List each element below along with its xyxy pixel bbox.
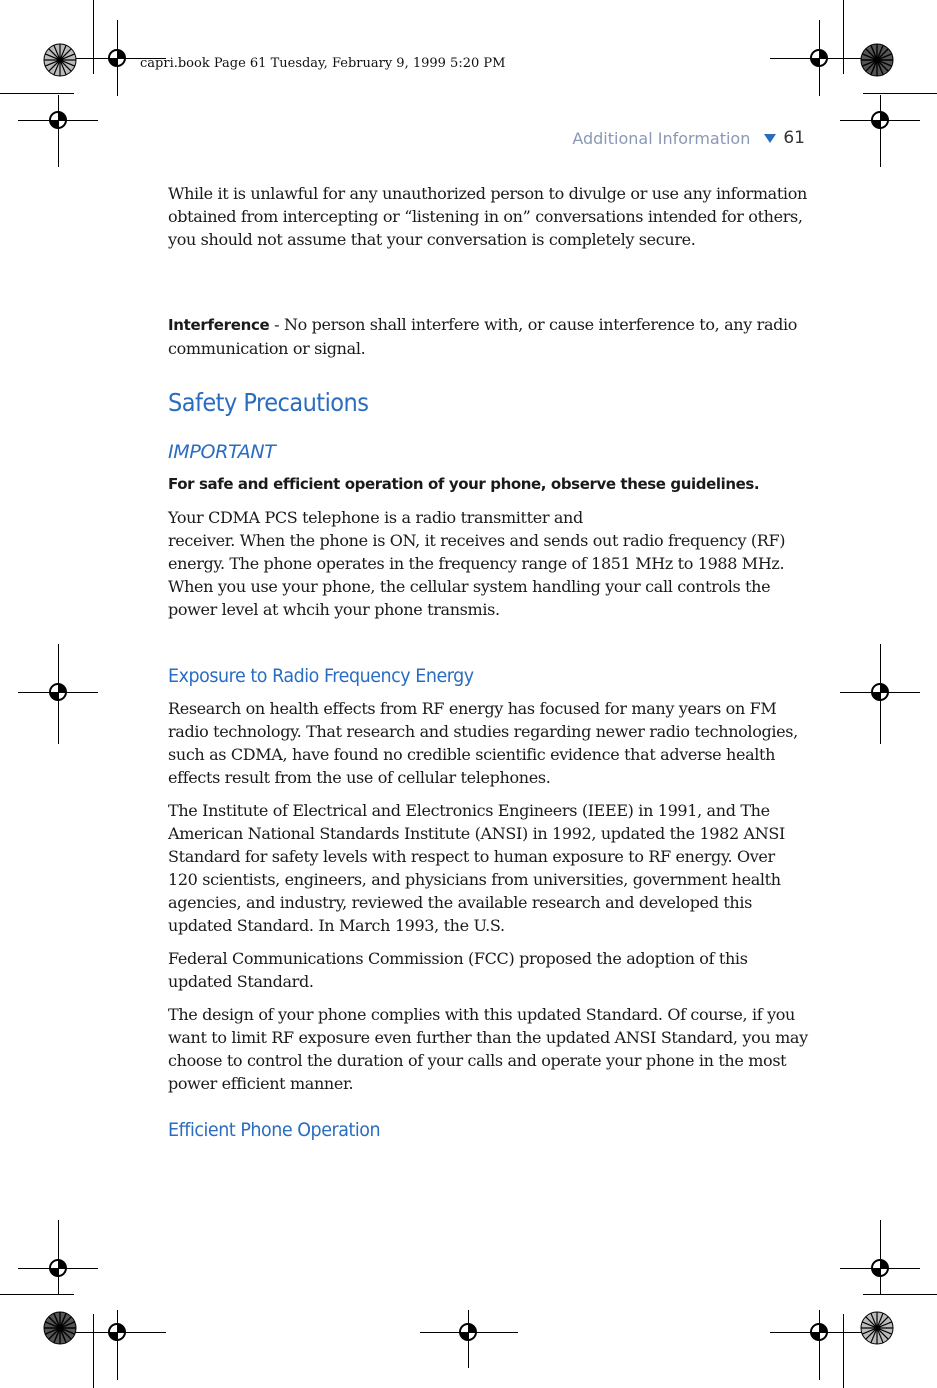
paragraph-transmitter-rest: receiver. When the phone is ON, it receives and sends out radio frequency (RF) energy. The phone operates in the frequency range of 1851 MHz to 1988 MHz. When you use your phone, the cellular system handling your call controls the power level at whcih your phone transmis. bbox=[168, 531, 786, 619]
crop-mark bbox=[93, 0, 94, 74]
running-header bbox=[572, 128, 805, 148]
interference-label: Interference bbox=[168, 316, 270, 334]
running-header-section: Additional Information bbox=[572, 128, 751, 148]
page-number: 61 bbox=[783, 128, 805, 148]
registration-target-icon bbox=[809, 48, 829, 68]
registration-target-icon bbox=[48, 1258, 68, 1278]
important-label: IMPORTANT bbox=[168, 441, 276, 463]
paragraph-privacy: While it is unlawful for any unauthorized person to divulge or use any information obtained from intercepting or “listening in on” conversations intended for others, you should not assume that your conversation is completely secure. bbox=[168, 184, 807, 249]
registration-target-icon bbox=[107, 1322, 127, 1342]
crop-mark bbox=[819, 1310, 820, 1380]
crop-mark bbox=[863, 1294, 937, 1295]
interference-text: - No person shall interfere with, or cause interference to, any radio communication or signal. bbox=[168, 315, 798, 358]
print-slug-line: capri.book Page 61 Tuesday, February 9, 1999 5:20 PM bbox=[140, 56, 506, 71]
paragraph-design: The design of your phone complies with this updated Standard. Of course, if you want to limit RF exposure even further than the updated ANSI Standard, you may choose to control the duration of your calls and operate your phone in the most power efficient manner. bbox=[168, 1005, 808, 1093]
registration-target-icon bbox=[107, 48, 127, 68]
registration-target-icon bbox=[809, 1322, 829, 1342]
heading-exposure: Exposure to Radio Frequency Energy bbox=[168, 665, 474, 687]
crop-mark bbox=[880, 95, 881, 167]
starburst-mark-icon bbox=[43, 1311, 77, 1345]
starburst-mark-icon bbox=[860, 43, 894, 77]
heading-efficient-operation: Efficient Phone Operation bbox=[168, 1119, 381, 1141]
main-content bbox=[168, 182, 808, 1141]
crop-mark bbox=[58, 95, 59, 167]
triangle-down-icon bbox=[764, 134, 776, 143]
starburst-mark-icon bbox=[43, 43, 77, 77]
heading-safety-precautions: Safety Precautions bbox=[168, 388, 369, 417]
paragraph-transmitter bbox=[168, 506, 808, 621]
crop-mark bbox=[863, 93, 937, 94]
crop-mark bbox=[880, 1220, 881, 1294]
crop-mark bbox=[0, 1294, 74, 1295]
crop-mark bbox=[843, 1314, 844, 1388]
crop-mark bbox=[58, 1220, 59, 1294]
paragraph-interference bbox=[168, 313, 808, 360]
paragraph-fcc: Federal Communications Commission (FCC) proposed the adoption of this updated Standard. bbox=[168, 949, 748, 991]
crop-mark bbox=[0, 93, 74, 94]
registration-target-icon bbox=[870, 110, 890, 130]
registration-target-icon bbox=[48, 682, 68, 702]
registration-target-icon bbox=[870, 1258, 890, 1278]
paragraph-ieee: The Institute of Electrical and Electronics Engineers (IEEE) in 1991, and The American National Standards Institute (ANSI) in 1992, updated the 1982 ANSI Standard for safety levels with respect to human exposure to RF energy. Over 120 scientists, engineers, and physicians from universities, government health agencies, and industry, reviewed the available research and developed this updated Standard. In March 1993, the U.S. bbox=[168, 801, 785, 935]
registration-target-icon bbox=[458, 1322, 478, 1342]
registration-target-icon bbox=[48, 110, 68, 130]
paragraph-transmitter-line1: Your CDMA PCS telephone is a radio transmitter and bbox=[168, 508, 583, 527]
crop-mark bbox=[117, 1310, 118, 1380]
paragraph-research: Research on health effects from RF energy has focused for many years on FM radio technology. That research and studies regarding newer radio technologies, such as CDMA, have found no credible scientific evidence that adverse health effects result from the use of cellular telephones. bbox=[168, 699, 798, 787]
guidelines-note: For safe and efficient operation of your phone, observe these guidelines. bbox=[168, 475, 760, 493]
registration-target-icon bbox=[870, 682, 890, 702]
crop-mark bbox=[843, 0, 844, 74]
starburst-mark-icon bbox=[860, 1311, 894, 1345]
crop-mark bbox=[93, 1314, 94, 1388]
